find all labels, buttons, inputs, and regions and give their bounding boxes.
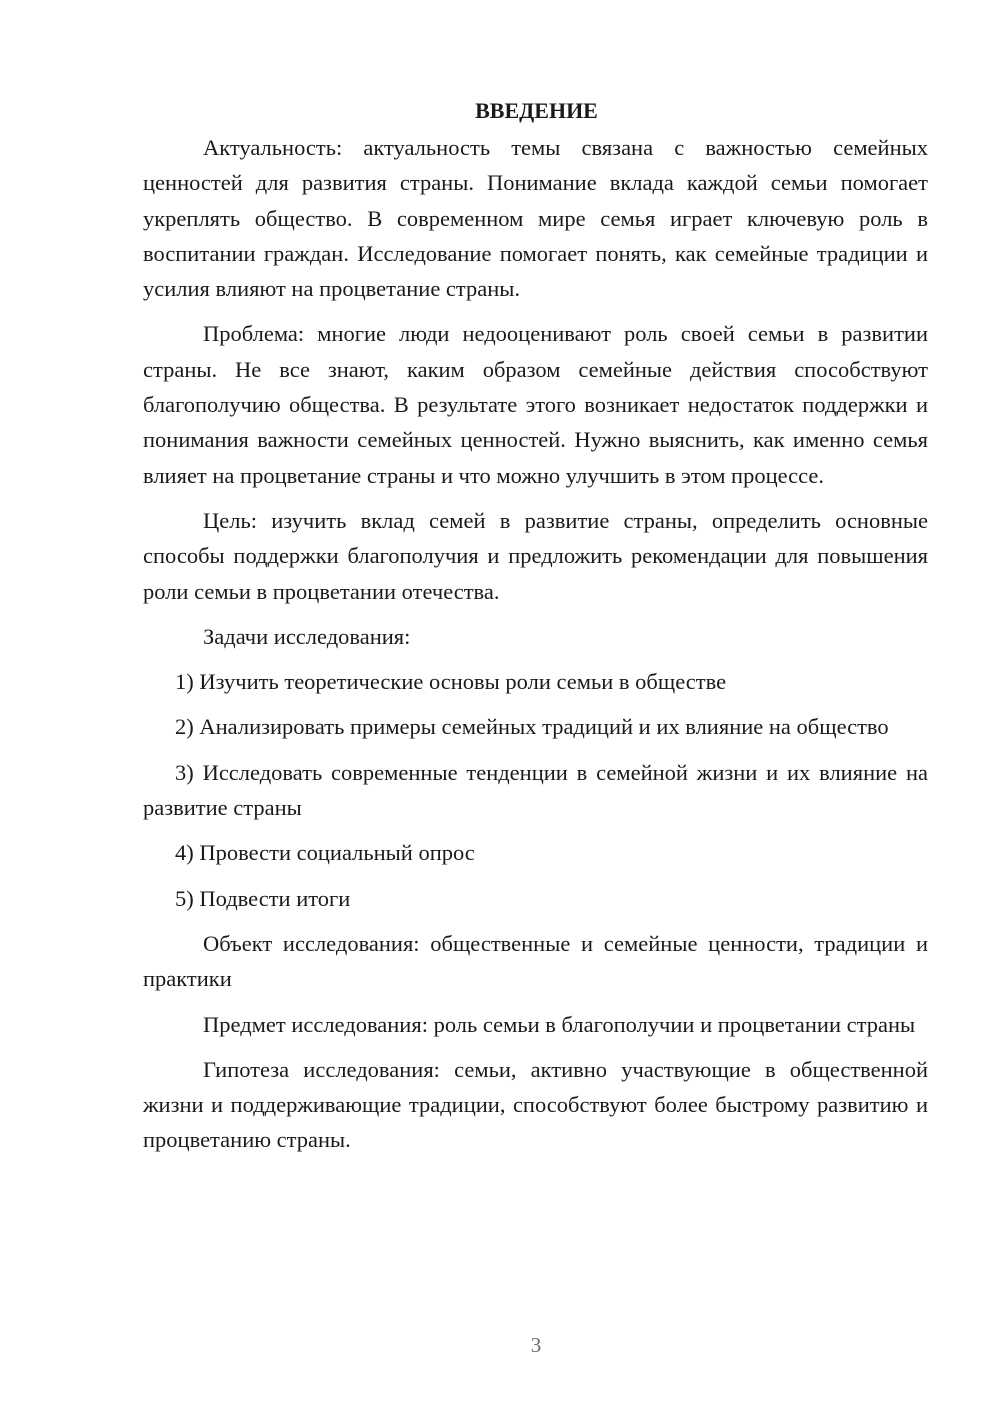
section-heading: ВВЕДЕНИЕ — [475, 98, 598, 123]
goal-paragraph: Цель: изучить вклад семей в развитие страны, определить основные способы поддержки благополучия и предложить рекомендации для повышения роли семьи в процветании отечества. — [143, 507, 928, 604]
task-item: 2) Анализировать примеры семейных традиций и их влияние на общество — [175, 714, 889, 740]
task-item: 1) Изучить теоретические основы роли семьи в обществе — [175, 669, 727, 695]
relevance-paragraph: Актуальность: актуальность темы связана с важностью семейных ценностей для развития страны. Понимание вклада каждой семьи помогает укреплять общество. В современном мире семья играет ключевую роль в воспитании граждан. Исследование помогает понять, как семейные традиции и усилия влияют на процветание страны. — [143, 135, 928, 302]
hypothesis-paragraph: Гипотеза исследования: семьи, активно участвующие в общественной жизни и поддерживающие традиции, способствуют более быстрому развитию и процветанию страны. — [143, 1056, 928, 1153]
tasks-heading: Задачи исследования: — [203, 623, 411, 649]
object-paragraph: Объект исследования: общественные и семейные ценности, традиции и практики — [143, 930, 928, 992]
problem-paragraph: Проблема: многие люди недооценивают роль своей семьи в развитии страны. Не все знают, каким образом семейные действия способствуют благополучию общества. В результате этого возникает недостаток поддержки и понимания важности семейных ценностей. Нужно выяснить, как именно семья влияет на процветание страны и что можно улучшить в этом процессе. — [143, 321, 928, 488]
task-item: 4) Провести социальный опрос — [175, 840, 475, 866]
task-item: 3) Исследовать современные тенденции в семейной жизни и их влияние на развитие страны — [143, 759, 928, 821]
task-item: 5) Подвести итоги — [175, 885, 351, 911]
subject-paragraph: Предмет исследования: роль семьи в благополучии и процветании страны — [203, 1011, 916, 1037]
page-number: 3 — [530, 1333, 542, 1357]
page-content — [143, 96, 928, 1168]
